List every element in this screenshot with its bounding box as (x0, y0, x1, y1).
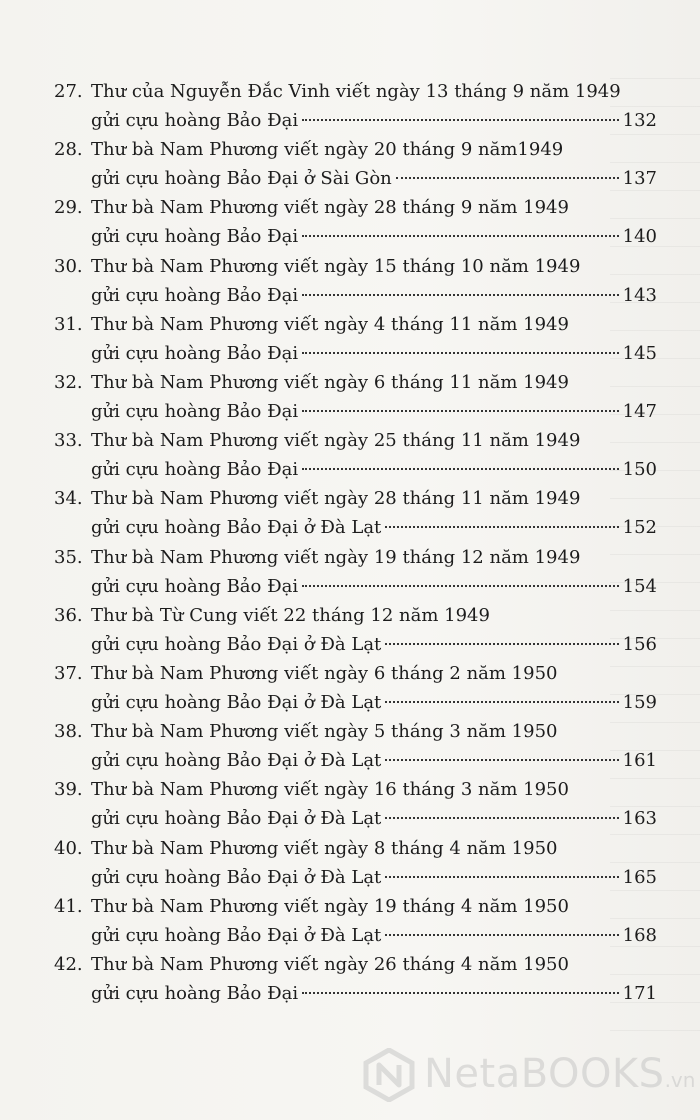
entry-subtitle-row (91, 167, 657, 191)
entry-subtitle: gửi cựu hoàng Bảo Đại ở Đà Lạt (91, 517, 382, 539)
watermark-suffix: .vn (664, 1068, 696, 1092)
toc-entry (0, 255, 700, 313)
entry-page-number: 159 (622, 692, 657, 713)
toc-entry (0, 837, 700, 895)
toc-entry (0, 778, 700, 836)
dot-leader (302, 235, 619, 237)
entry-title: Thư bà Nam Phương viết ngày 8 tháng 4 năm 1950 (91, 837, 558, 859)
dot-leader (385, 876, 618, 878)
entry-subtitle: gửi cựu hoàng Bảo Đại (91, 459, 299, 481)
entry-page-number: 145 (622, 342, 657, 364)
entry-number: 38. (54, 721, 83, 743)
entry-page-number: 171 (622, 983, 657, 1004)
entry-number: 36. (54, 604, 83, 626)
watermark (362, 1042, 696, 1106)
entry-title: Thư bà Nam Phương viết ngày 26 tháng 4 năm 1950 (91, 954, 569, 975)
entry-page-number: 154 (622, 575, 657, 597)
entry-title: Thư bà Nam Phương viết ngày 20 tháng 9 năm1949 (91, 139, 564, 161)
entry-subtitle-row (91, 516, 657, 540)
toc-entry (0, 953, 700, 1011)
entry-subtitle: gửi cựu hoàng Bảo Đại ở Đà Lạt (91, 750, 382, 772)
entry-title: Thư bà Nam Phương viết ngày 19 tháng 12 năm 1949 (91, 546, 581, 568)
entry-subtitle-row (91, 342, 657, 366)
toc-entry (0, 895, 700, 953)
entry-page-number: 132 (622, 110, 657, 131)
entry-subtitle: gửi cựu hoàng Bảo Đại (91, 226, 299, 248)
dot-leader (302, 585, 619, 587)
entry-page-number: 165 (622, 866, 657, 888)
entry-subtitle-row (91, 284, 657, 308)
entry-page-number: 143 (622, 284, 657, 306)
dot-leader (302, 468, 619, 470)
entry-page-number: 168 (622, 924, 657, 946)
entry-subtitle-row (91, 982, 657, 1006)
dot-leader (302, 119, 619, 121)
entry-subtitle-row (91, 807, 657, 831)
entry-number: 41. (54, 895, 83, 917)
watermark-brand: NetaBOOKS (424, 1051, 665, 1097)
toc-entry (0, 429, 700, 487)
entry-title: Thư bà Nam Phương viết ngày 16 tháng 3 năm 1950 (91, 779, 569, 801)
entry-title: Thư của Nguyễn Đắc Vinh viết ngày 13 tháng 9 năm 1949 (91, 81, 621, 102)
entry-title: Thư bà Nam Phương viết ngày 19 tháng 4 năm 1950 (91, 895, 569, 917)
toc-entry (0, 80, 700, 138)
entry-title: Thư bà Nam Phương viết ngày 28 tháng 11 năm 1949 (91, 488, 581, 510)
entry-number: 39. (54, 779, 83, 801)
toc-entry (0, 313, 700, 371)
entry-subtitle-row (91, 749, 657, 773)
dot-leader (385, 759, 618, 761)
dot-leader (302, 352, 619, 354)
entry-number: 42. (54, 954, 83, 975)
dot-leader (302, 294, 619, 296)
entry-subtitle: gửi cựu hoàng Bảo Đại (91, 342, 299, 364)
entry-page-number: 161 (622, 750, 657, 772)
toc-entry (0, 138, 700, 196)
entry-title: Thư bà Nam Phương viết ngày 25 tháng 11 năm 1949 (91, 430, 581, 452)
dot-leader (302, 992, 619, 994)
entry-subtitle-row (91, 866, 657, 890)
entry-title: Thư bà Nam Phương viết ngày 6 tháng 2 năm 1950 (91, 663, 558, 684)
entry-number: 29. (54, 197, 83, 219)
entry-subtitle: gửi cựu hoàng Bảo Đại ở Đà Lạt (91, 692, 382, 713)
entry-subtitle: gửi cựu hoàng Bảo Đại (91, 575, 299, 597)
dot-leader (385, 817, 618, 819)
entry-number: 40. (54, 837, 83, 859)
entry-number: 30. (54, 255, 83, 277)
entry-title: Thư bà Từ Cung viết 22 tháng 12 năm 1949 (91, 604, 490, 626)
entry-title: Thư bà Nam Phương viết ngày 6 tháng 11 năm 1949 (91, 372, 569, 393)
entry-title: Thư bà Nam Phương viết ngày 5 tháng 3 năm 1950 (91, 721, 558, 743)
toc-entry (0, 604, 700, 662)
toc-entry (0, 546, 700, 604)
entry-subtitle-row (91, 225, 657, 249)
entry-subtitle-row (91, 691, 657, 715)
entry-number: 27. (54, 81, 83, 102)
entry-title: Thư bà Nam Phương viết ngày 28 tháng 9 năm 1949 (91, 197, 569, 219)
entry-number: 33. (54, 430, 83, 452)
entry-number: 34. (54, 488, 83, 510)
entry-subtitle: gửi cựu hoàng Bảo Đại (91, 284, 299, 306)
entry-page-number: 150 (622, 459, 657, 481)
entry-title: Thư bà Nam Phương viết ngày 4 tháng 11 năm 1949 (91, 313, 569, 335)
entry-subtitle-row (91, 458, 657, 482)
dot-leader (385, 643, 618, 645)
toc-entry (0, 371, 700, 429)
entry-subtitle-row (91, 924, 657, 948)
entry-page-number: 147 (622, 401, 657, 422)
entry-subtitle: gửi cựu hoàng Bảo Đại ở Đà Lạt (91, 924, 382, 946)
entry-number: 28. (54, 139, 83, 161)
toc-entry (0, 196, 700, 254)
entry-subtitle: gửi cựu hoàng Bảo Đại ở Đà Lạt (91, 866, 382, 888)
entry-subtitle-row (91, 633, 657, 657)
dot-leader (385, 526, 618, 528)
dot-leader (302, 410, 619, 412)
dot-leader (396, 177, 619, 179)
entry-page-number: 152 (622, 517, 657, 539)
entry-number: 31. (54, 313, 83, 335)
entry-page-number: 140 (622, 226, 657, 248)
entry-number: 35. (54, 546, 83, 568)
entry-subtitle: gửi cựu hoàng Bảo Đại ở Đà Lạt (91, 633, 382, 655)
watermark-text (424, 1052, 695, 1102)
entry-number: 37. (54, 663, 83, 684)
entry-subtitle-row (91, 400, 657, 424)
entry-title: Thư bà Nam Phương viết ngày 15 tháng 10 năm 1949 (91, 255, 581, 277)
toc-entry (0, 662, 700, 720)
entry-subtitle: gửi cựu hoàng Bảo Đại ở Sài Gòn (91, 168, 392, 190)
entry-number: 32. (54, 372, 83, 393)
dot-leader (385, 934, 618, 936)
toc-entry (0, 487, 700, 545)
netabooks-logo-icon (362, 1048, 416, 1102)
entry-subtitle: gửi cựu hoàng Bảo Đại (91, 983, 299, 1004)
entry-subtitle: gửi cựu hoàng Bảo Đại ở Đà Lạt (91, 808, 382, 830)
entry-subtitle-row (91, 109, 657, 133)
entry-page-number: 137 (622, 168, 657, 190)
entry-page-number: 163 (622, 808, 657, 830)
dot-leader (385, 701, 618, 703)
entry-subtitle: gửi cựu hoàng Bảo Đại (91, 110, 299, 131)
entry-subtitle: gửi cựu hoàng Bảo Đại (91, 401, 299, 422)
toc-entry (0, 720, 700, 778)
entry-subtitle-row (91, 575, 657, 599)
entry-page-number: 156 (622, 633, 657, 655)
